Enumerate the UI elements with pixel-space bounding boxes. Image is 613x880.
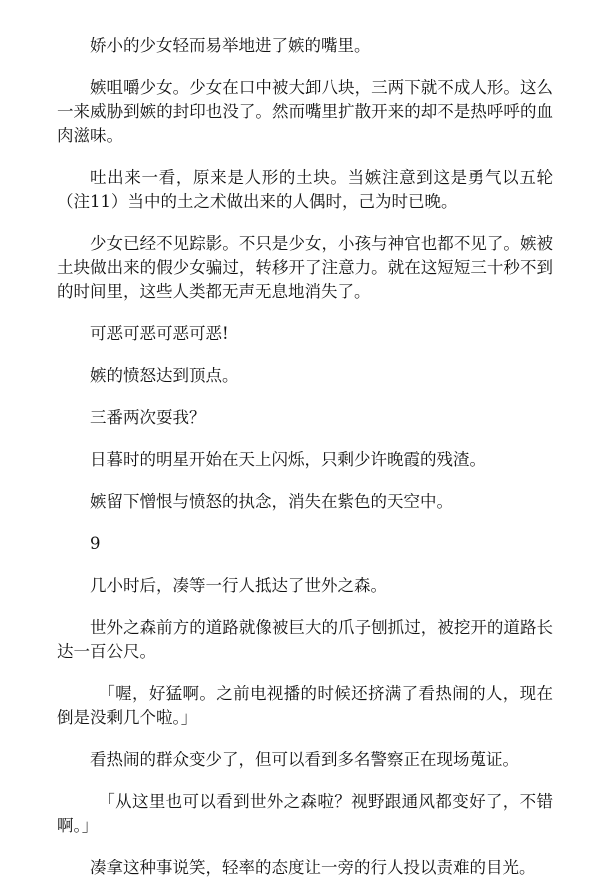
paragraph-5: 可恶可恶可恶可恶! [90,324,229,343]
paragraph-11: 几小时后，凑等一行人抵达了世外之森。 [90,576,387,595]
paragraph-4: 少女已经不见踪影。不只是少女，小孩与神官也都不见了。嫉被土块做出来的假少女骗过，转移开了注意力。就在这短短三十秒不到的时间里，这些人类都无声无息地消失了。 [57,234,553,301]
paragraph-14: 看热闹的群众变少了，但可以看到多名警察正在现场蒐证。 [90,750,519,769]
paragraph-8: 日暮时的明星开始在天上闪烁，只剩少许晚霞的残渣。 [90,450,486,469]
dialogue-1: 「喔，好猛啊。之前电视播的时候还挤满了看热闹的人，现在倒是没剩几个啦。」 [57,684,553,727]
paragraph-2: 嫉咀嚼少女。少女在口中被大卸八块，三两下就不成人形。这么一来威胁到嫉的封印也没了。然而嘴里扩散开来的却不是热呼呼的血肉滋味。 [57,78,553,145]
paragraph-7: 三番两次耍我？ [90,408,206,427]
paragraph-1: 娇小的少女轻而易举地进了嫉的嘴里。 [90,36,371,55]
section-number: 9 [90,534,101,553]
paragraph-9: 嫉留下憎恨与愤怒的执念，消失在紫色的天空中。 [90,492,453,511]
paragraph-3: 吐出来一看，原来是人形的土块。当嫉注意到这是勇气以五轮（注11）当中的土之术做出来的人偶时，己为时已晚。 [57,168,553,211]
paragraph-16: 凑拿这种事说笑，轻率的态度让一旁的行人投以责难的目光。 [90,858,536,877]
paragraph-6: 嫉的愤怒达到顶点。 [90,366,239,385]
paragraph-12: 世外之森前方的道路就像被巨大的爪子刨抓过，被挖开的道路长达一百公尺。 [57,618,553,661]
dialogue-2: 「从这里也可以看到世外之森啦？视野跟通风都变好了，不错啊。」 [57,792,553,835]
